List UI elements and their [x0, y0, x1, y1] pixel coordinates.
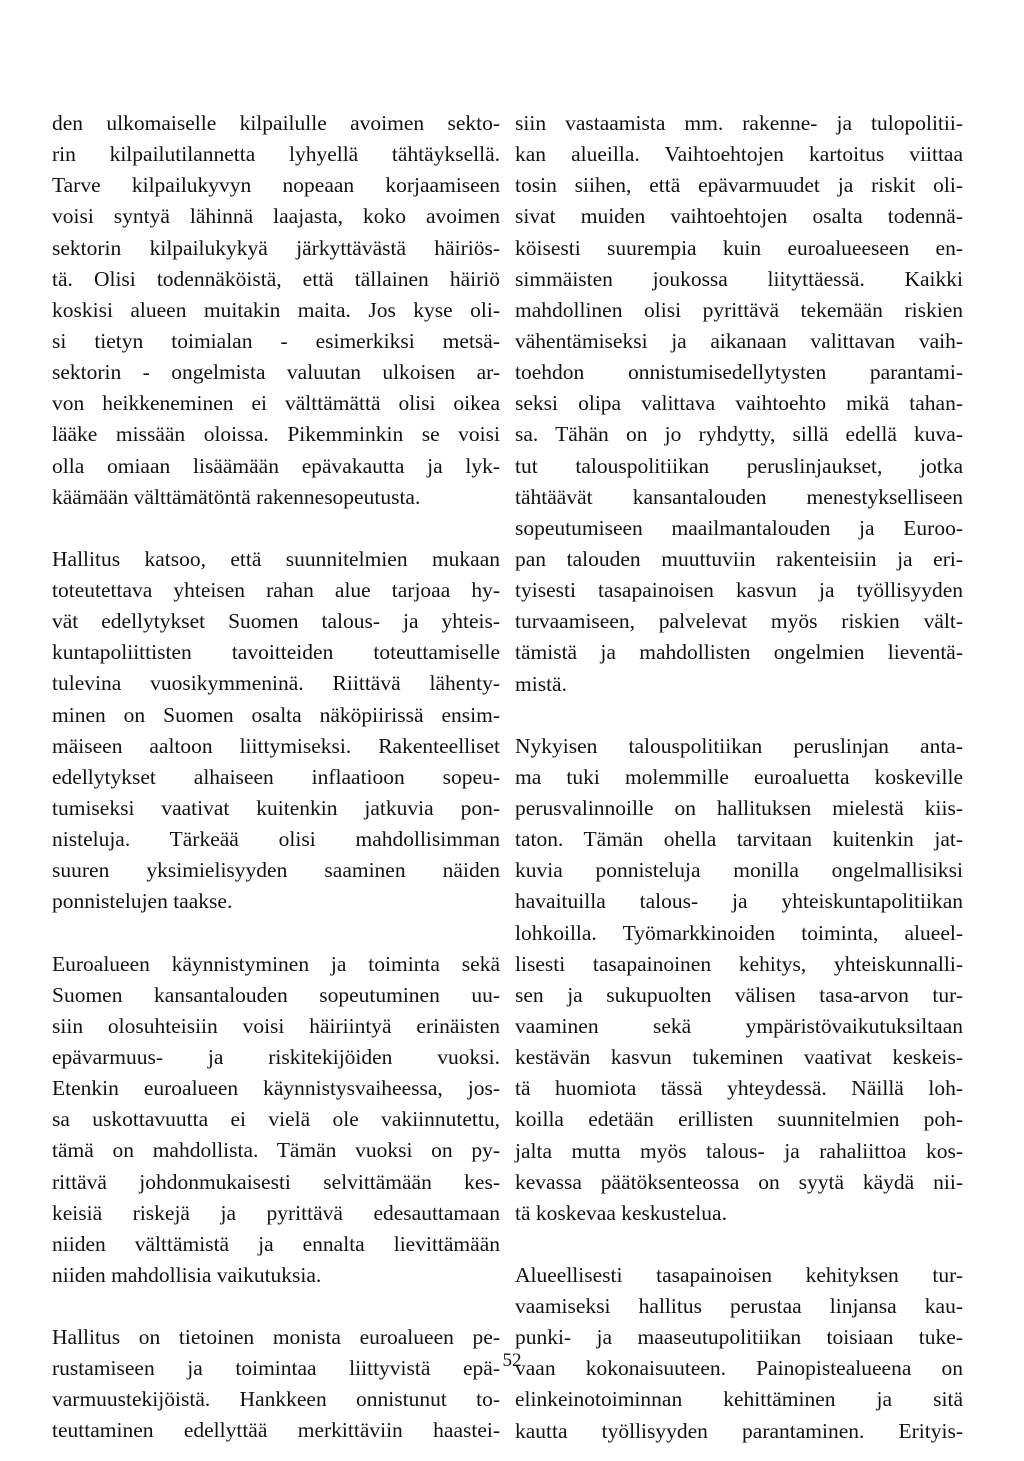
text-line: käämään välttämätöntä rakennesopeutusta.	[52, 484, 421, 509]
text-line: kautta työllisyyden parantaminen. Erityis-	[515, 1418, 963, 1443]
text-line: tumiseksi vaativat kuitenkin jatkuvia pon-	[52, 795, 500, 820]
text-line: teuttaminen edellyttää merkittäviin haastei-	[52, 1418, 500, 1443]
text-line: tut talouspolitiikan peruslinjaukset, jotka	[515, 453, 963, 478]
text-line: ma tuki molemmille euroaluetta koskeville	[515, 764, 963, 789]
paragraph	[52, 108, 500, 513]
text-line: sopeutumiseen maailmantalouden ja Euroo-	[515, 515, 963, 540]
text-line: jalta mutta myös talous- ja rahaliittoa kos-	[515, 1138, 963, 1163]
paragraph	[52, 544, 500, 918]
text-line: niiden välttämistä ja ennalta lievittämään	[52, 1231, 500, 1256]
text-line: vaan kokonaisuuteen. Painopistealueena on	[515, 1356, 963, 1381]
text-line: lohkoilla. Työmarkkinoiden toiminta, alueel-	[515, 920, 963, 945]
text-line: rin kilpailutilannetta lyhyellä tähtäyksellä.	[52, 142, 500, 167]
text-line: niiden mahdollisia vaikutuksia.	[52, 1262, 322, 1287]
text-line: rittävä johdonmukaisesti selvittämään kes-	[52, 1169, 500, 1194]
text-line: edellytykset alhaiseen inflaatioon sopeu-	[52, 764, 500, 789]
text-line: toteutettava yhteisen rahan alue tarjoaa hy-	[52, 577, 500, 602]
text-line: mahdollinen olisi pyrittävä tekemään riskien	[515, 297, 963, 322]
paragraph	[52, 949, 500, 1292]
paragraph	[515, 1260, 963, 1447]
text-line: siin olosuhteisiin voisi häiriintyä erinäisten	[52, 1013, 500, 1038]
text-line: varmuustekijöistä. Hankkeen onnistunut to-	[52, 1387, 500, 1412]
text-line: Alueellisesti tasapainoisen kehityksen tur-	[515, 1262, 963, 1287]
text-line: Nykyisen talouspolitiikan peruslinjan anta-	[515, 733, 963, 758]
text-line: sen ja sukupuolten välisen tasa-arvon tur-	[515, 982, 963, 1007]
text-line: tulevina vuosikymmeninä. Riittävä lähenty-	[52, 671, 500, 696]
text-line: keisiä riskejä ja pyrittävä edesauttamaan	[52, 1200, 500, 1225]
text-line: kevassa päätöksenteossa on syytä käydä nii-	[515, 1169, 963, 1194]
text-line: kan alueilla. Vaihtoehtojen kartoitus viittaa	[515, 142, 963, 167]
text-line: sivat muiden vaihtoehtojen osalta todennä-	[515, 204, 963, 229]
text-line: sa. Tähän on jo ryhdytty, sillä edellä kuva-	[515, 422, 963, 447]
text-line: siin vastaamista mm. rakenne- ja tulopolitii-	[515, 111, 963, 135]
text-line: vähentämiseksi ja aikanaan valittavan vaih-	[515, 328, 963, 353]
text-line: simmäisten joukossa liityttäessä. Kaikki	[515, 266, 963, 291]
text-line: tyisesti tasapainoisen kasvun ja työllisyyden	[515, 578, 963, 603]
text-line: koilla edetään erillisten suunnitelmien poh-	[515, 1107, 963, 1132]
text-line: tä huomiota tässä yhteydessä. Näillä loh-	[515, 1076, 963, 1101]
text-line: mistä.	[515, 671, 567, 696]
paragraph	[515, 731, 963, 1229]
text-line: Suomen kansantalouden sopeutuminen uu-	[52, 982, 500, 1007]
text-line: lisesti tasapainoinen kehitys, yhteiskunnalli-	[515, 951, 963, 976]
text-line: Hallitus on tietoinen monista euroalueen pe-	[52, 1325, 500, 1350]
text-line: sektorin - ongelmista valuutan ulkoisen ar-	[52, 360, 500, 385]
text-line: Hallitus katsoo, että suunnitelmien mukaan	[52, 546, 500, 571]
text-line: sa uskottavuutta ei vielä ole vakiinnutettu,	[52, 1107, 500, 1132]
text-line: tähtäävät kansantalouden menestykselliseen	[515, 484, 963, 509]
text-line: sektorin kilpailukykyä järkyttävästä häiriös-	[52, 235, 500, 260]
text-line: tämistä ja mahdollisten ongelmien lieventä-	[515, 640, 963, 665]
text-line: seksi olipa valittava vaihtoehto mikä tahan-	[515, 391, 963, 416]
text-line: nisteluja. Tärkeää olisi mahdollisimman	[52, 827, 500, 852]
text-line: minen on Suomen osalta näköpiirissä ensim-	[52, 702, 500, 727]
text-line: taton. Tämän ohella tarvitaan kuitenkin jat-	[515, 827, 963, 852]
text-line: punki- ja maaseutupolitiikan toisiaan tuke-	[515, 1325, 963, 1350]
paragraph-gap	[52, 918, 500, 949]
text-line: olla omiaan lisäämään epävakautta ja lyk-	[52, 453, 500, 478]
text-line: den ulkomaiselle kilpailulle avoimen sekto-	[52, 111, 500, 135]
text-line: vaaminen sekä ympäristövaikutuksiltaan	[515, 1013, 963, 1038]
text-line: tä. Olisi todennäköistä, että tällainen häiriö	[52, 266, 500, 291]
text-line: epävarmuus- ja riskitekijöiden vuoksi.	[52, 1044, 500, 1069]
text-line: voisi syntyä lähinnä laajasta, koko avoimen	[52, 204, 500, 229]
text-line: toehdon onnistumisedellytysten parantami-	[515, 360, 963, 385]
text-line: mäiseen aaltoon liittymiseksi. Rakenteelliset	[52, 733, 500, 758]
text-line: Tarve kilpailukyvyn nopeaan korjaamiseen	[52, 173, 500, 198]
text-line: suuren yksimielisyyden saaminen näiden	[52, 858, 500, 883]
text-line: tämä on mahdollista. Tämän vuoksi on py-	[52, 1138, 500, 1163]
text-line: si tietyn toimialan - esimerkiksi metsä-	[52, 328, 500, 353]
text-line: koskisi alueen muitakin maita. Jos kyse oli-	[52, 297, 500, 322]
page-number: 52	[502, 1350, 522, 1371]
paragraph	[52, 1322, 500, 1447]
text-line: kestävän kasvun tukeminen vaativat keskeis-	[515, 1045, 963, 1070]
text-line: perusvalinnoille on hallituksen mielestä kiis-	[515, 795, 963, 820]
text-line: köisesti suurempia kuin euroalueeseen en-	[515, 235, 963, 260]
text-line: tosin siihen, että epävarmuudet ja riskit oli-	[515, 173, 963, 198]
text-line: lääke missään oloissa. Pikemminkin se voisi	[52, 422, 500, 447]
text-line: turvaamiseen, palvelevat myös riskien vält-	[515, 609, 963, 634]
text-line: rustamiseen ja toimintaa liittyvistä epä-	[52, 1356, 500, 1381]
paragraph-gap	[515, 1229, 963, 1260]
text-line: pan talouden muuttuviin rakenteisiin ja eri-	[515, 546, 963, 571]
text-line: Etenkin euroalueen käynnistysvaiheessa, jos-	[52, 1076, 500, 1101]
right-column	[515, 108, 963, 1447]
paragraph-gap	[515, 700, 963, 731]
left-column	[52, 108, 500, 1447]
text-line: kuvia ponnisteluja monilla ongelmallisiksi	[515, 858, 963, 883]
text-line: ponnistelujen taakse.	[52, 889, 233, 914]
text-line: elinkeinotoiminnan kehittäminen ja sitä	[515, 1387, 963, 1412]
text-line: tä koskevaa keskustelua.	[515, 1200, 727, 1225]
text-line: Euroalueen käynnistyminen ja toiminta sekä	[52, 951, 500, 976]
text-line: havaituilla talous- ja yhteiskuntapolitiikan	[515, 889, 963, 914]
text-line: vaamiseksi hallitus perustaa linjansa kau-	[515, 1294, 963, 1319]
paragraph-gap	[52, 513, 500, 544]
paragraph-gap	[52, 1291, 500, 1322]
paragraph	[515, 108, 963, 700]
text-line: vät edellytykset Suomen talous- ja yhteis-	[52, 609, 500, 634]
text-line: von heikkeneminen ei välttämättä olisi oikea	[52, 391, 500, 416]
text-line: kuntapoliittisten tavoitteiden toteuttamiselle	[52, 640, 500, 665]
